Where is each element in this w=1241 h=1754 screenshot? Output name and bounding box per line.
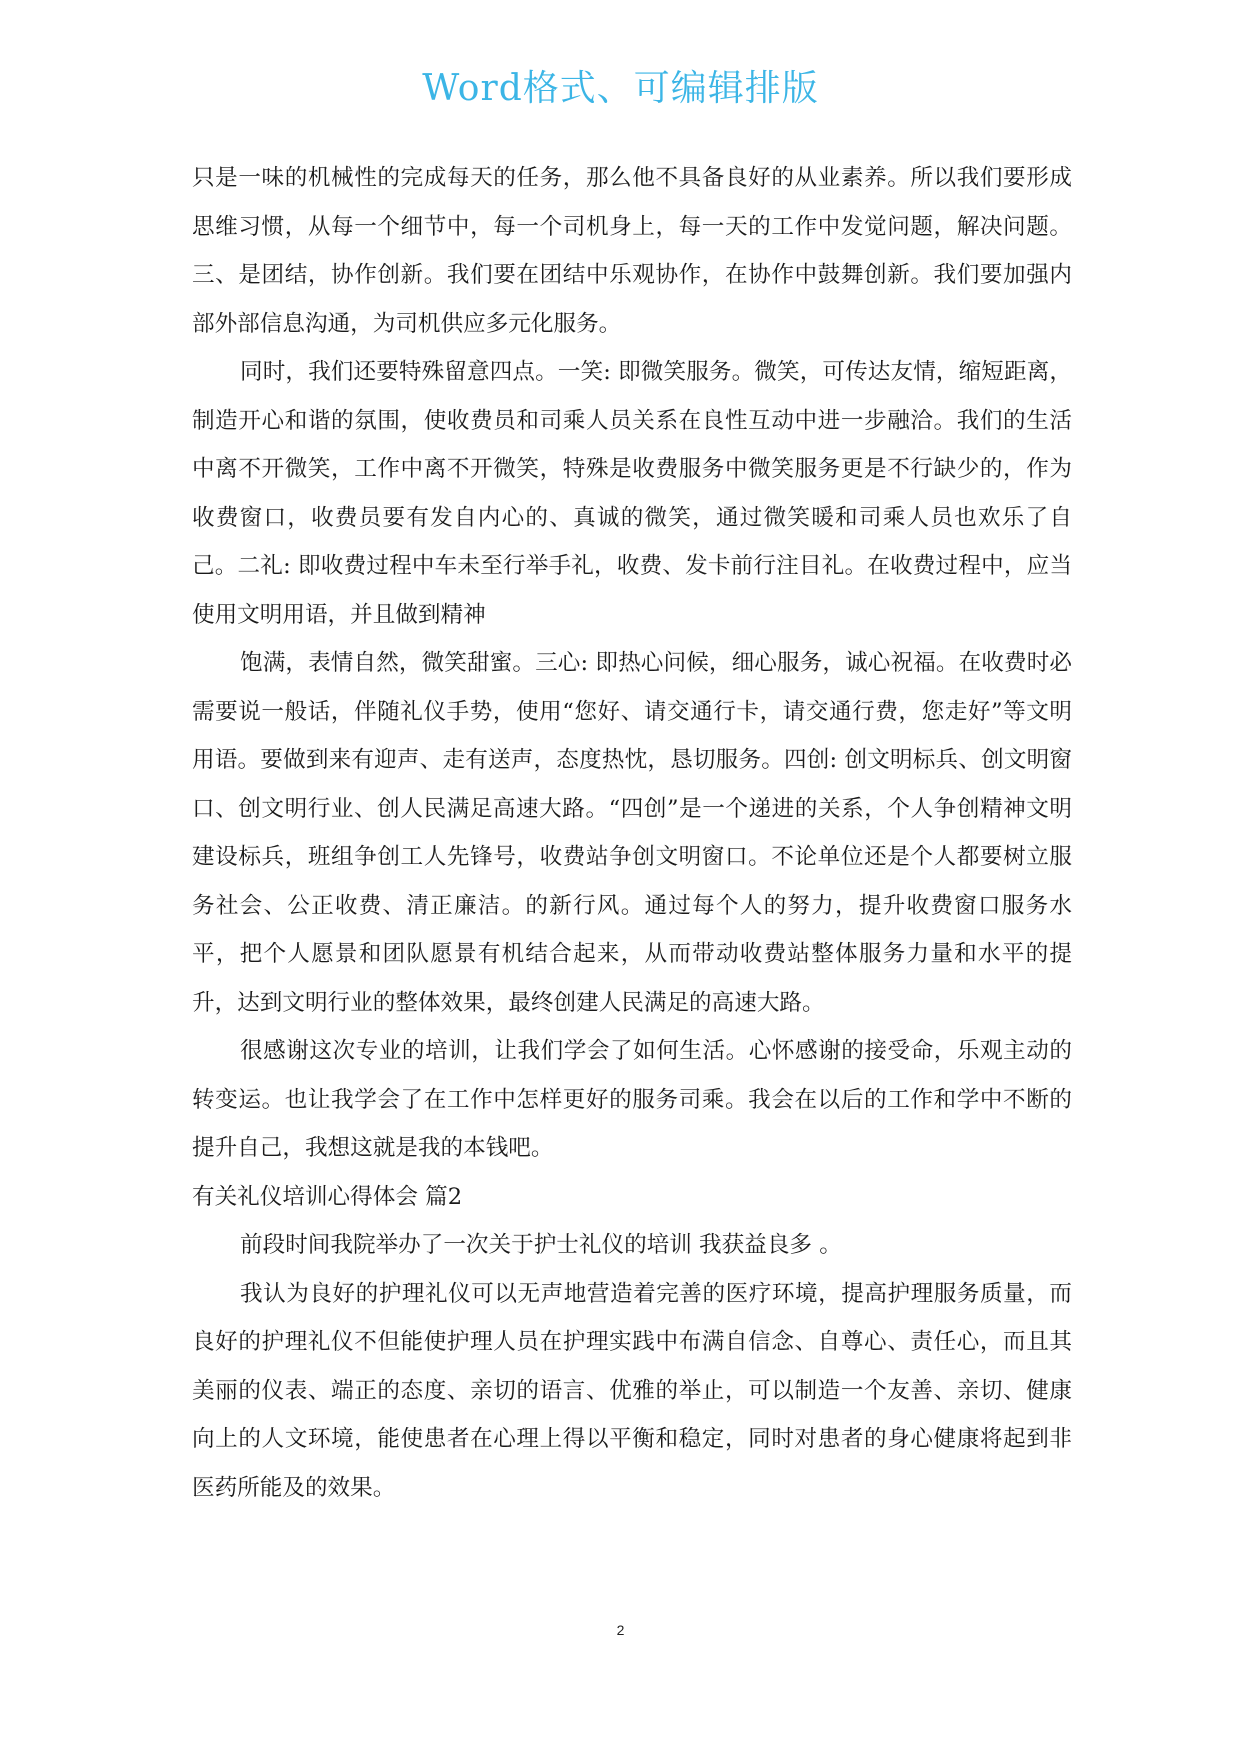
body-paragraph-2: 同时，我们还要特殊留意四点。一笑: 即微笑服务。微笑，可传达友情，缩短距离，制造开心和谐的氛围，使收费员和司乘人员关系在良性互动中进一步融洽。我们的生活中离不开微笑，工作中离不开微笑，特殊是收费服务中微笑服务更是不行缺少的，作为收费窗口，收费员要有发自内心的、真诚的微笑，通过微笑暖和司乘人员也欢乐了自己。二礼: 即收费过程中车未至行举手礼，收费、发卡前行注目礼。在收费过程中，应当使用文明用语，并且做到精神 [192, 359, 1072, 628]
document-body [192, 154, 1072, 1512]
page-header-title: Word格式、可编辑排版 [422, 68, 819, 109]
body-paragraph-1: 只是一味的机械性的完成每天的任务，那么他不具备良好的从业素养。所以我们要形成思维习惯，从每一个细节中，每一个司机身上，每一天的工作中发觉问题，解决问题。三、是团结，协作创新。我们要在团结中乐观协作，在协作中鼓舞创新。我们要加强内部外部信息沟通，为司机供应多元化服务。 [192, 165, 1072, 337]
section-paragraph-2: 我认为良好的护理礼仪可以无声地营造着完善的医疗环境，提高护理服务质量，而良好的护理礼仪不但能使护理人员在护理实践中布满自信念、自尊心、责任心，而且其美丽的仪表、端正的态度、亲切的语言、优雅的举止，可以制造一个友善、亲切、健康向上的人文环境，能使患者在心理上得以平衡和稳定，同时对患者的身心健康将起到非医药所能及的效果。 [192, 1280, 1072, 1501]
section-title: 有关礼仪培训心得体会 篇2 [192, 1183, 463, 1210]
section-paragraph-1: 前段时间我院举办了一次关于护士礼仪的培训 我获益良多 。 [240, 1232, 842, 1258]
body-paragraph-3: 饱满，表情自然，微笑甜蜜。三心: 即热心问候，细心服务，诚心祝福。在收费时必需要说一般话，伴随礼仪手势，使用“您好、请交通行卡，请交通行费，您走好”等文明用语。要做到来有迎声、走有送声，态度热忱，恳切服务。四创: 创文明标兵、创文明窗口、创文明行业、创人民满足高速大路。“四创”是一个递进的关系，个人争创精神文明建设标兵，班组争创工人先锋号，收费站争创文明窗口。不论单位还是个人都要树立服务社会、公正收费、清正廉洁。的新行风。通过每个人的努力，提升收费窗口服务水平，把个人愿景和团队愿景有机结合起来，从而带动收费站整体服务力量和水平的提升，达到文明行业的整体效果，最终创建人民满足的高速大路。 [192, 650, 1072, 1016]
page-number: 2 [616, 1622, 625, 1638]
body-paragraph-4: 很感谢这次专业的培训，让我们学会了如何生活。心怀感谢的接受命，乐观主动的转变运。也让我学会了在工作中怎样更好的服务司乘。我会在以后的工作和学中不断的提升自己，我想这就是我的本钱吧。 [192, 1038, 1072, 1161]
